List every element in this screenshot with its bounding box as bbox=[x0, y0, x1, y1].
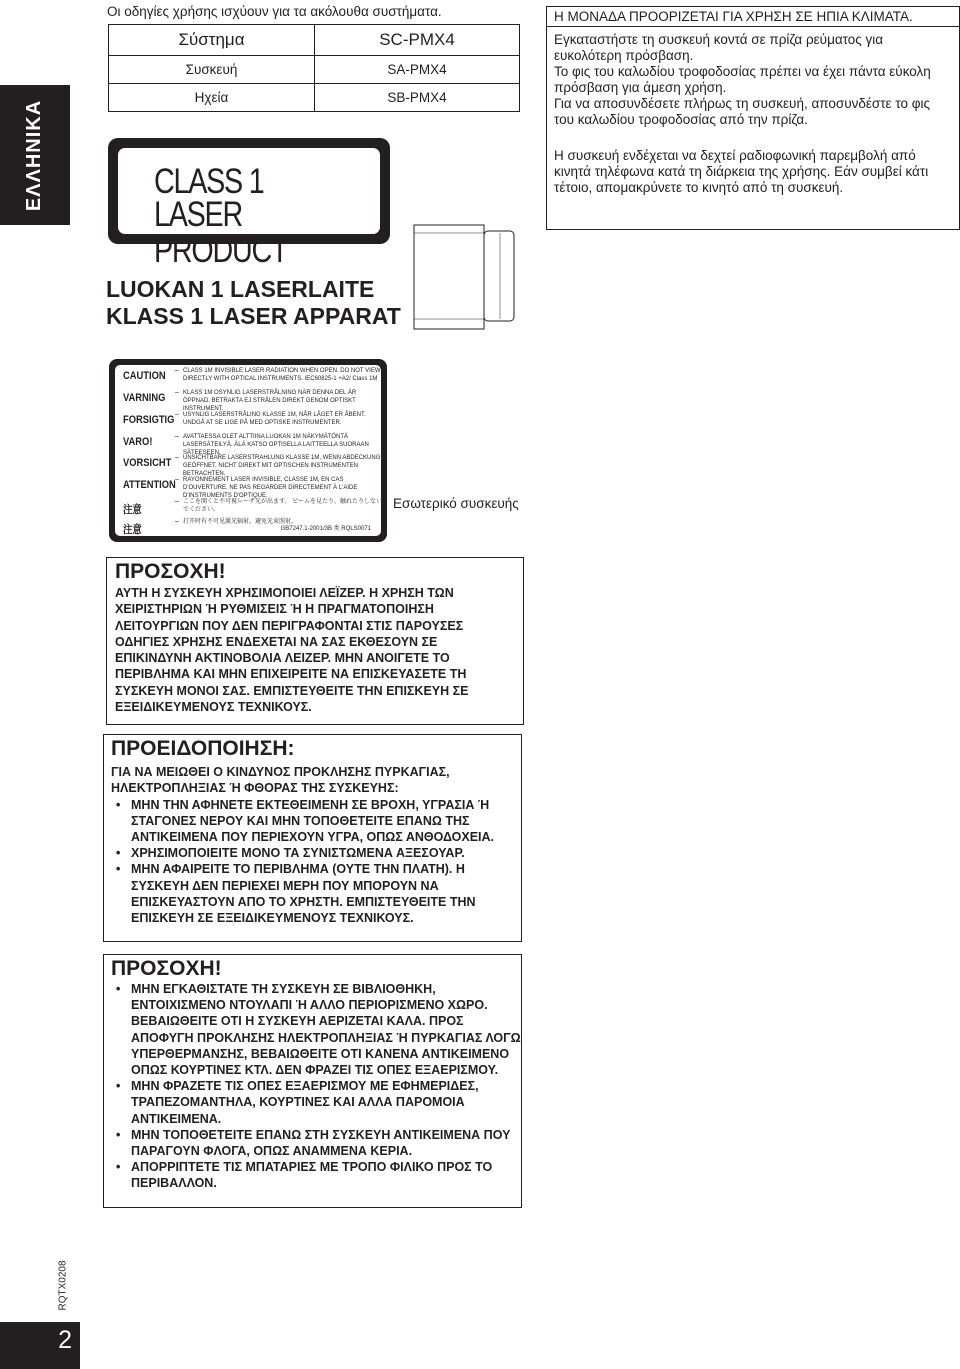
class1-line2: LASER PRODUCT bbox=[154, 195, 288, 270]
table-row bbox=[109, 25, 520, 56]
mild-climate-heading: Η ΜΟΝΑΔΑ ΠΡΟΟΡΙΖΕΤΑΙ ΓΙΑ ΧΡΗΣΗ ΣΕ ΗΠΙΑ ΚΛΙΜΑΤΑ. bbox=[547, 7, 959, 27]
table-cell: Ηχεία bbox=[109, 84, 315, 112]
warning-row: FORSIGTIG – USYNLIG LASERSTRÅLING KLASSE 1M, NÅR LÅGET ER ÅBENT. UNDGÅ AT SE LIGE PÅ MED OPTISKE INSTRUMENTER. bbox=[123, 411, 366, 426]
install-note: Εγκαταστήστε τη συσκευή κοντά σε πρίζα ρεύματος για ευκολότερη πρόσβαση. bbox=[554, 32, 884, 63]
luokan-line2: KLASS 1 LASER APPARAT bbox=[106, 303, 401, 329]
radio-interference-note: Η συσκευή ενδέχεται να δεχτεί ραδιοφωνική παρεμβολή από κινητά τηλέφωνα κατά τη διάρκεια της χρήσης. Εάν συμβεί κάτι τέτοιο, απομακρύνετε το κινητό από τη συσκευή. bbox=[554, 148, 929, 195]
disconnect-note: Για να αποσυνδέσετε πλήρως τη συσκευή, αποσυνδέστε το φις του καλωδίου τροφοδοσίας από την πρίζα. bbox=[554, 96, 930, 127]
warning-label-inner bbox=[115, 365, 381, 536]
caution-list bbox=[111, 981, 521, 1192]
caution-title: ΠΡΟΣΟΧΗ! bbox=[115, 560, 226, 583]
list-item: • ΜΗΝ ΕΓΚΑΘΙΣΤΑΤΕ ΤΗ ΣΥΣΚΕΥΗ ΣΕ ΒΙΒΛΙΟΘΗΚΗ, ΕΝΤΟΙΧΙΣΜΕΝΟ ΝΤΟΥΛΑΠΙ Ή ΑΛΛΟ ΠΕΡΙΟΡΙΣΜΕΝΟ ΧΩΡΟ. ΒΕΒΑΙΩΘΕΙΤΕ ΟΤΙ Η ΣΥΣΚΕΥΗ ΑΕΡΙΖΕΤΑΙ ΚΑΛΑ. ΠΡΟΣ ΑΠΟΦΥΓΗ ΠΡΟΚΛΗΣΗΣ ΗΛΕΚΤΡΟΠΛΗΞΙΑΣ Ή ΠΥΡΚΑΓΙΑΣ ΛΟΓΩ ΥΠΕΡΘΕΡΜΑΝΣΗΣ, ΒΕΒΑΙΩΘΕΙΤΕ ΟΤΙ ΚΑΝΕΝΑ ΑΝΤΙΚΕΙΜΕΝΟ ΟΠΩΣ ΚΟΥΡΤΙΝΕΣ ΚΤΛ. ΔΕΝ ΦΡΑΖΕΙ ΤΙΣ ΟΠΕΣ ΕΞΑΕΡΙΣΜΟΥ. bbox=[111, 981, 521, 1078]
table-cell: Σύστημα bbox=[109, 25, 315, 56]
warning-label-footer: GB7247.1-2001/3B 类 RQLS0071 bbox=[280, 526, 371, 532]
page-number-box bbox=[0, 1322, 80, 1369]
page-number-small: 2 bbox=[71, 1358, 77, 1369]
warning-row: VARO! – AVATTAESSA OLET ALTTIINA LUOKAN 1M NÄKYMÄTÖNTÄ LASERSÄTEILYÄ. ÄLÄ KATSO OPTISELLA LAITTEELLA SUORAAN SÄTEESEEN. bbox=[123, 433, 369, 456]
warning-title: ΠΡΟΕΙΔΟΠΟΙΗΣΗ: bbox=[111, 737, 295, 760]
caution-body: ΑΥΤΗ Η ΣΥΣΚΕΥΗ ΧΡΗΣΙΜΟΠΟΙΕΙ ΛΕΪΖΕΡ. Η ΧΡΗΣΗ ΤΩΝ ΧΕΙΡΙΣΤΗΡΙΩΝ Ή ΡΥΘΜΙΣΕΙΣ Ή Η ΠΡΑΓΜΑΤΟΠΟΙΗΣΗ ΛΕΙΤΟΥΡΓΙΩΝ ΠΟΥ ΔΕΝ ΠΕΡΙΓΡΑΦΟΝΤΑΙ ΣΤΙΣ ΠΑΡΟΥΣΕΣ ΟΔΗΓΙΕΣ ΧΡΗΣΗΣ ΕΝΔΕΧΕΤΑΙ ΝΑ ΣΑΣ ΕΚΘΕΣΟΥΝ ΣΕ ΕΠΙΚΙΝΔΥΝΗ ΑΚΤΙΝΟΒΟΛΙΑ ΛΕΙΖΕΡ. ΜΗΝ ΑΝΟΙΓΕΤΕ ΤΟ ΠΕΡΙΒΛΗΜΑ ΚΑΙ ΜΗΝ ΕΠΙΧΕΙΡΕΙΤΕ ΝΑ ΕΠΙΣΚΕΥΑΣΕΤΕ ΤΗ ΣΥΣΚΕΥΗ ΜΟΝΟΙ ΣΑΣ. ΕΜΠΙΣΤΕΥΘΕΙΤΕ ΤΗΝ ΕΠΙΣΚΕΥΗ ΣΕ ΕΞΕΙΔΙΚΕΥΜΕΝΟΥΣ ΤΕΧΝΙΚΟΥΣ. bbox=[115, 586, 469, 715]
list-item: • ΜΗΝ ΤΗΝ ΑΦΗΝΕΤΕ ΕΚΤΕΘΕΙΜΕΝΗ ΣΕ ΒΡΟΧΗ, ΥΓΡΑΣΙΑ Ή ΣΤΑΓΟΝΕΣ ΝΕΡΟΥ ΚΑΙ ΜΗΝ ΤΟΠΟΘΕΤΕΙΤΕ ΕΠΑΝΩ ΤΗΣ ΑΝΤΙΚΕΙΜΕΝΑ ΠΟΥ ΠΕΡΙΕΧΟΥΝ ΥΓΡΑ, ΟΠΩΣ ΑΝΘΟΔΟΧΕΙΑ. bbox=[111, 797, 521, 846]
system-table bbox=[108, 24, 520, 112]
class1-laser-label bbox=[108, 138, 390, 270]
warning-row: CAUTION – CLASS 1M INVISIBLE LASER RADIATION WHEN OPEN. DO NOT VIEW DIRECTLY WITH OPTICAL INSTRUMENTS. IEC60825-1 +A2/ Class 1M bbox=[123, 367, 381, 382]
list-item: • ΧΡΗΣΙΜΟΠΟΙΕΙΤΕ ΜΟΝΟ ΤΑ ΣΥΝΙΣΤΩΜΕΝΑ ΑΞΕΣΟΥΑΡ. bbox=[111, 845, 521, 861]
table-cell: SC-PMX4 bbox=[315, 25, 520, 56]
language-label: ΕΛΛΗΝΙΚΑ bbox=[23, 99, 46, 211]
warning-row: VORSICHT – UNSICHTBARE LASERSTRAHLUNG KLASSE 1M, WENN ABDECKUNG GEÖFFNET. NICHT DIREKT MIT OPTISCHEN INSTRUMENTEN BETRACHTEN. bbox=[123, 454, 381, 477]
warning-row: ATTENTION – RAYONNEMENT LASER INVISIBLE, CLASSE 1M, EN CAS D'OUVERTURE. NE PAS REGARDER DIRECTEMENT À L'AIDE D'INSTRUMENTS D'OPTIQUE. bbox=[123, 476, 358, 499]
intro-text: Οι οδηγίες χρήσης ισχύουν για τα ακόλουθα συστήματα. bbox=[107, 4, 442, 19]
warning-intro: ΓΙΑ ΝΑ ΜΕΙΩΘΕΙ Ο ΚΙΝΔΥΝΟΣ ΠΡΟΚΛΗΣΗΣ ΠΥΡΚΑΓΙΑΣ, ΗΛΕΚΤΡΟΠΛΗΞΙΑΣ Ή ΦΘΟΡΑΣ ΤΗΣ ΣΥΣΚΕΥΗΣ: bbox=[111, 765, 450, 796]
caution-panel-ventilation bbox=[103, 954, 522, 1208]
usage-notes-box bbox=[546, 6, 960, 230]
page-number: 2 bbox=[58, 1326, 72, 1354]
luokan-label bbox=[106, 276, 401, 330]
class1-line1: CLASS 1 bbox=[154, 162, 264, 201]
device-interior-caption: Εσωτερικό συσκευής bbox=[393, 496, 519, 511]
warning-panel bbox=[103, 734, 522, 942]
warning-list bbox=[111, 797, 521, 927]
warning-row: 注意 – 打开时有不可见激光辐射。避免光束照射。 bbox=[123, 518, 298, 536]
device-side-illustration bbox=[410, 223, 520, 331]
plug-access-note: Το φις του καλωδίου τροφοδοσίας πρέπει να έχει πάντα εύκολη πρόσβαση για άμεση χρήση. bbox=[554, 64, 931, 95]
list-item: • ΜΗΝ ΦΡΑΖΕΤΕ ΤΙΣ ΟΠΕΣ ΕΞΑΕΡΙΣΜΟΥ ΜΕ ΕΦΗΜΕΡΙΔΕΣ, ΤΡΑΠΕΖΟΜΑΝΤΗΛΑ, ΚΟΥΡΤΙΝΕΣ ΚΑΙ ΑΛΛΑ ΠΑΡΟΜΟΙΑ ΑΝΤΙΚΕΙΜΕΝΑ. bbox=[111, 1078, 521, 1127]
warning-row: 注意 – ここを開くと不可視レーザ光が出ます。 ビームを見たり、触れたりしないでください。 bbox=[123, 498, 382, 516]
document-code: RQTX0208 bbox=[57, 1260, 69, 1311]
list-item: • ΑΠΟΡΡΙΠΤΕΤΕ ΤΙΣ ΜΠΑΤΑΡΙΕΣ ΜΕ ΤΡΟΠΟ ΦΙΛΙΚΟ ΠΡΟΣ ΤΟ ΠΕΡΙΒΑΛΛΟΝ. bbox=[111, 1159, 521, 1191]
table-cell: SB-PMX4 bbox=[315, 84, 520, 112]
caution-panel-laser bbox=[106, 557, 524, 725]
table-cell: SA-PMX4 bbox=[315, 56, 520, 84]
table-row bbox=[109, 56, 520, 84]
table-row bbox=[109, 84, 520, 112]
list-item: • ΜΗΝ ΤΟΠΟΘΕΤΕΙΤΕ ΕΠΑΝΩ ΣΤΗ ΣΥΣΚΕΥΗ ΑΝΤΙΚΕΙΜΕΝΑ ΠΟΥ ΠΑΡΑΓΟΥΝ ΦΛΟΓΑ, ΟΠΩΣ ΑΝΑΜΜΕΝΑ ΚΕΡΙΑ. bbox=[111, 1127, 521, 1159]
warning-row: VARNING – KLASS 1M OSYNLIG LASERSTRÅLNING NÄR DENNA DEL ÄR ÖPPNAD. BETRAKTA EJ STRÅLEN DIREKT GENOM OPTISKT INSTRUMENT. bbox=[123, 389, 357, 412]
list-item: • ΜΗΝ ΑΦΑΙΡΕΙΤΕ ΤΟ ΠΕΡΙΒΛΗΜΑ (ΟΥΤΕ ΤΗΝ ΠΛΑΤΗ). Η ΣΥΣΚΕΥΗ ΔΕΝ ΠΕΡΙΕΧΕΙ ΜΕΡΗ ΠΟΥ ΜΠΟΡΟΥΝ ΝΑ ΕΠΙΣΚΕΥΑΣΤΟΥΝ ΑΠΟ ΤΟ ΧΡΗΣΤΗ. ΕΜΠΙΣΤΕΥΘΕΙΤΕ ΤΗΝ ΕΠΙΣΚΕΥΗ ΣΕ ΕΞΕΙΔΙΚΕΥΜΕΝΟΥΣ ΤΕΧΝΙΚΟΥΣ. bbox=[111, 861, 521, 926]
language-side-tab bbox=[0, 85, 70, 225]
caution-title: ΠΡΟΣΟΧΗ! bbox=[111, 957, 222, 980]
luokan-line1: LUOKAN 1 LASERLAITE bbox=[106, 276, 375, 302]
table-cell: Συσκευή bbox=[109, 56, 315, 84]
laser-warning-label bbox=[109, 359, 387, 542]
